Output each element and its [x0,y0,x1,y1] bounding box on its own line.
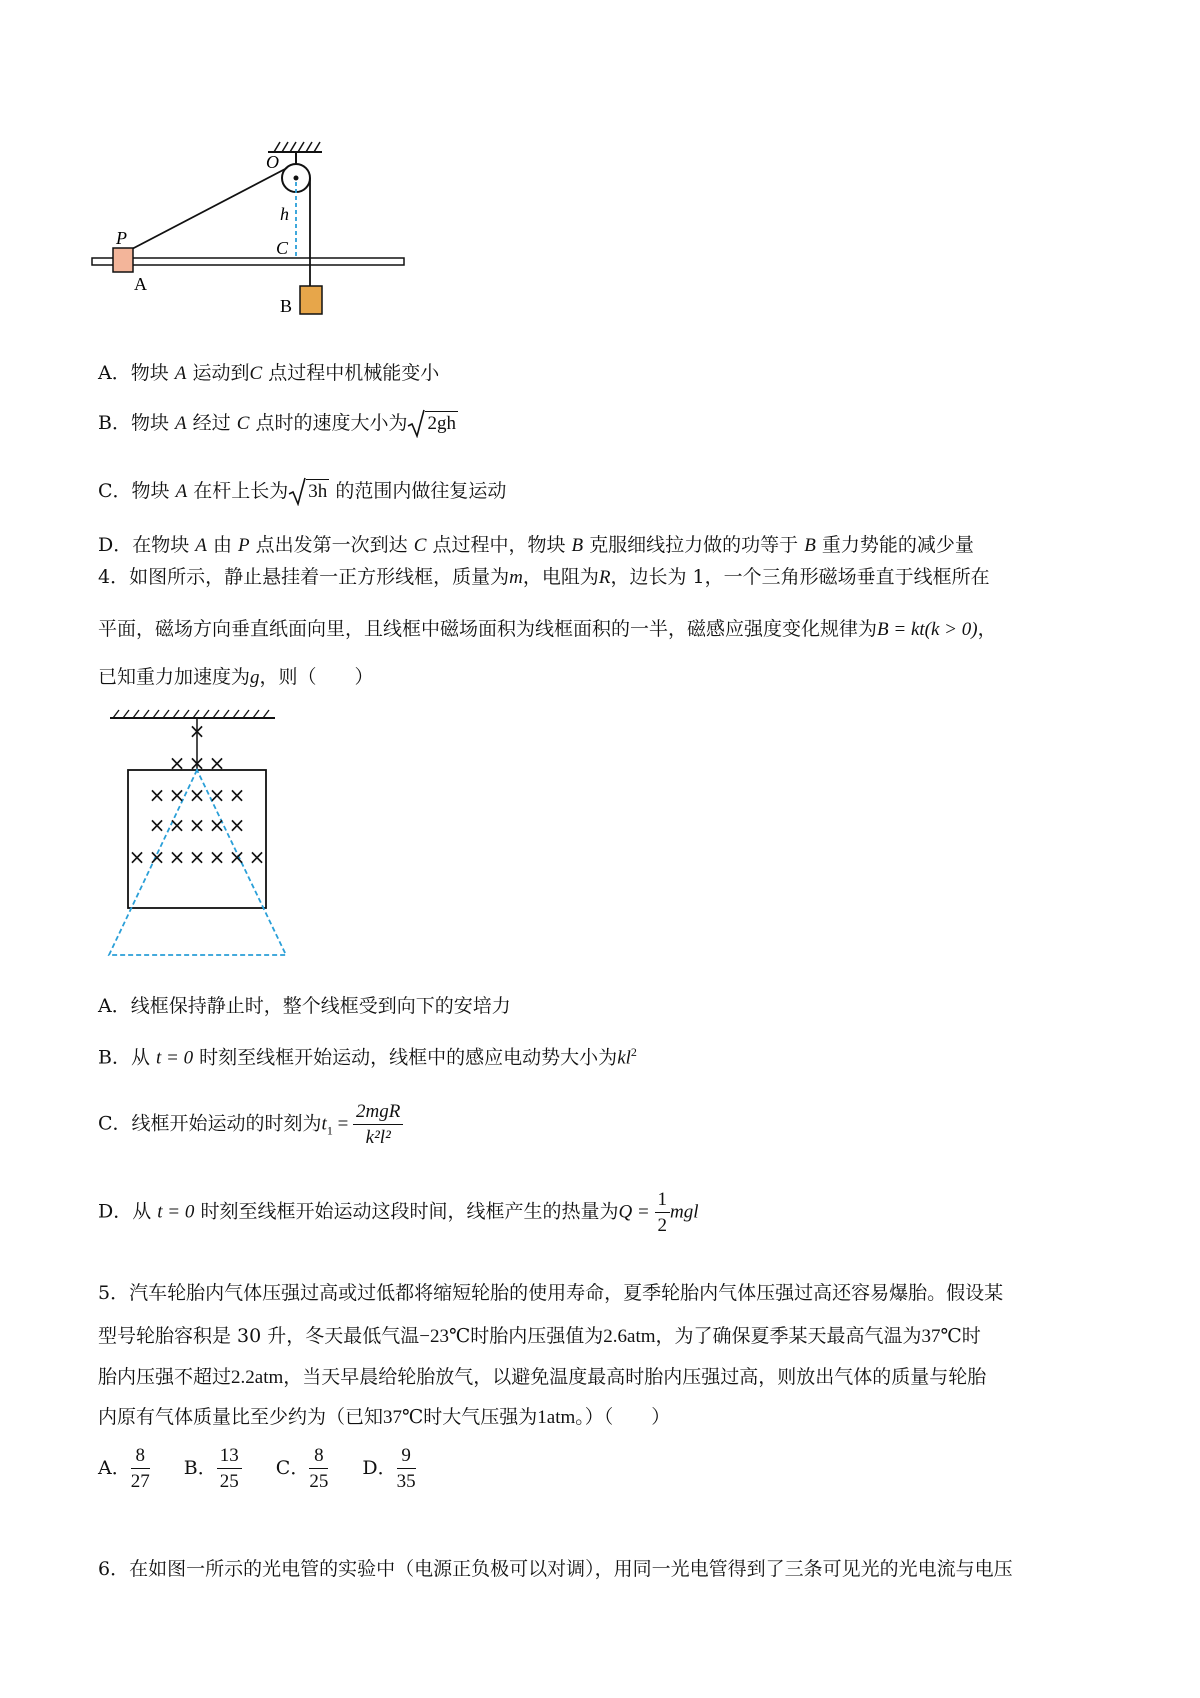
q4-option-a: A．线框保持静止时，整个线框受到向下的安培力 [98,995,511,1017]
field-cross: × [128,845,146,869]
field-cross: × [168,845,186,869]
pulley-figure [90,140,420,340]
block-a [113,248,133,272]
label-o: O [266,152,279,172]
field-cross: × [188,813,206,837]
field-cross: × [168,783,186,807]
q4-stem-line1: 4．如图所示，静止悬挂着一正方形线框，质量为m，电阻为R，边长为 1，一个三角形磁场垂直于线框所在 [98,566,990,588]
q3-option-d: D．在物块 A 由 P 点出发第一次到达 C 点过程中，物块 B 克服细线拉力做的功等于 B 重力势能的减少量 [98,534,974,556]
block-b [300,286,322,314]
field-cross: × [168,751,186,775]
q5-stem-line4: 内原有气体质量比至少约为（已知37℃时大气压强为1atm。）（ ） [98,1406,671,1428]
field-cross: × [208,845,226,869]
q5-option-b: B． $\frac{13}{25}$ [184,1457,242,1479]
label-c: C [276,238,289,258]
field-cross: × [248,845,266,869]
field-crosses [129,719,266,869]
q6-stem-line1: 6．在如图一所示的光电管的实验中（电源正负极可以对调），用同一光电管得到了三条可见光的光电流与电压 [98,1558,1013,1580]
field-cross: × [228,783,246,807]
label-b: B [280,296,293,316]
q4-stem-line3: 已知重力加速度为g，则（ ） [98,666,374,688]
q5-stem-line1: 5．汽车轮胎内气体压强过高或过低都将缩短轮胎的使用寿命，夏季轮胎内气体压强过高还容易爆胎。假设某 [98,1282,1004,1304]
q5-options [98,1446,416,1491]
field-cross: × [208,783,226,807]
field-cross: × [228,845,246,869]
frame-field-figure [105,708,295,968]
q3-option-b: B．物块 A 经过 C 点时的速度大小为 2gh [98,412,456,434]
q5-option-d: D． $\frac{9}{35}$ [362,1445,416,1492]
label-p: P [116,228,127,248]
q5-stem-line2: 型号轮胎容积是 30 升，冬天最低气温−23℃时胎内压强值为2.6atm，为了确保夏季某天最高气温为37℃时 [98,1325,981,1347]
field-cross: × [148,783,166,807]
field-cross: × [208,813,226,837]
q3-option-c: C．物块 A 在杆上长为 3h 的范围内做往复运动 [98,480,507,502]
q4-stem-line2: 平面，磁场方向垂直纸面向里，且线框中磁场面积为线框面积的一半，磁感应强度变化规律为B = kt(k > 0)， [98,618,997,640]
field-cross: × [168,813,186,837]
field-cross: × [188,783,206,807]
q4-option-d: D．从 t = 0 时刻至线框开始运动这段时间，线框产生的热量为Q = $\frac{1}{2}$ mgl [98,1189,699,1236]
q4-option-b: B．从 t = 0 时刻至线框开始运动，线框中的感应电动势大小为$kl^2$ [98,1045,637,1069]
q5-option-c: C． $\frac{8}{25}$ [275,1445,329,1492]
field-cross: × [188,751,206,775]
field-cross: × [188,845,206,869]
q4-option-c: C．线框开始运动的时刻为$t_1$ = $\frac{\text{2mgR}}{\text{k²l²}}$ [98,1102,403,1147]
field-cross: × [188,719,206,743]
q5-option-a: A． $\frac{8}{27}$ [98,1445,150,1492]
field-cross: × [148,845,166,869]
label-h: h [280,204,289,224]
q5-stem-line3: 胎内压强不超过2.2atm，当天早晨给轮胎放气，以避免温度最高时胎内压强过高，则放出气体的质量与轮胎 [98,1366,987,1388]
field-cross: × [208,751,226,775]
field-cross: × [228,813,246,837]
q3-option-a: A．物块 A 运动到C 点过程中机械能变小 [98,362,440,384]
field-cross: × [148,813,166,837]
label-a: A [134,274,147,294]
